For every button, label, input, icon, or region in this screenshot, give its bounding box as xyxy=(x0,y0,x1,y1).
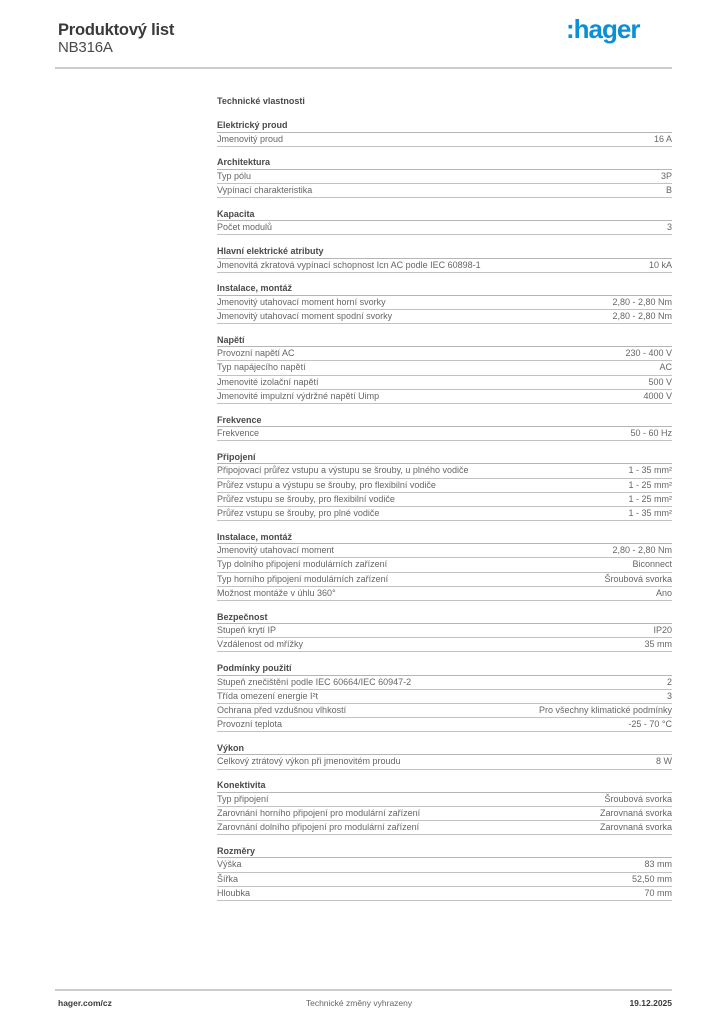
spec-section xyxy=(217,779,672,835)
spec-section xyxy=(217,662,672,732)
section-heading: Architektura xyxy=(217,156,672,170)
spec-value: Pro všechny klimatické podmínky xyxy=(538,704,672,715)
hager-logo: :hager xyxy=(566,14,640,44)
sections-container xyxy=(217,119,672,901)
section-heading: Rozměry xyxy=(217,845,672,859)
spec-row xyxy=(217,718,672,732)
section-heading: Frekvence xyxy=(217,414,672,428)
section-heading: Hlavní elektrické atributy xyxy=(217,245,672,259)
spec-section xyxy=(217,531,672,601)
spec-value: 50 - 60 Hz xyxy=(630,428,672,439)
spec-section xyxy=(217,742,672,770)
spec-value: 1 - 25 mm² xyxy=(628,493,672,504)
spec-section xyxy=(217,119,672,147)
spec-row xyxy=(217,873,672,887)
section-heading: Napětí xyxy=(217,334,672,348)
spec-label: Jmenovitý utahovací moment horní svorky xyxy=(217,296,386,307)
spec-label: Typ připojení xyxy=(217,793,269,804)
spec-label: Hloubka xyxy=(217,887,251,898)
spec-row xyxy=(217,690,672,704)
spec-value: 4000 V xyxy=(643,390,672,401)
spec-value: 3P xyxy=(660,170,672,181)
spec-value: Zarovnaná svorka xyxy=(599,807,672,818)
spec-section xyxy=(217,414,672,442)
spec-section xyxy=(217,845,672,901)
footer-divider xyxy=(55,989,672,991)
spec-value: 70 mm xyxy=(644,887,672,898)
spec-row xyxy=(217,376,672,390)
spec-label: Jmenovitý utahovací moment xyxy=(217,545,335,556)
section-heading: Instalace, montáž xyxy=(217,531,672,545)
spec-value: 10 kA xyxy=(648,259,672,270)
spec-value: 2,80 - 2,80 Nm xyxy=(612,545,672,556)
spec-row xyxy=(217,807,672,821)
section-main-title: Technické vlastnosti xyxy=(217,96,305,106)
spec-label: Počet modulů xyxy=(217,222,273,233)
spec-row xyxy=(217,821,672,835)
spec-section xyxy=(217,208,672,236)
spec-section xyxy=(217,611,672,653)
footer-website-link[interactable]: hager.com/cz xyxy=(58,998,112,1008)
spec-value: 2 xyxy=(666,676,672,687)
spec-label: Typ napájecího napětí xyxy=(217,362,306,373)
spec-value: 2,80 - 2,80 Nm xyxy=(612,311,672,321)
spec-value: IP20 xyxy=(653,625,672,636)
spec-label: Vypínací charakteristika xyxy=(217,184,313,195)
spec-value: 35 mm xyxy=(644,639,672,650)
spec-label: Jmenovitý proud xyxy=(217,133,284,144)
spec-label: Typ dolního připojení modulárních zařízení xyxy=(217,559,388,570)
spec-label: Typ horního připojení modulárních zařízení xyxy=(217,573,389,584)
spec-row xyxy=(217,887,672,901)
spec-row xyxy=(217,638,672,652)
spec-label: Zarovnání dolního připojení pro modulární zařízení xyxy=(217,822,420,833)
section-heading: Výkon xyxy=(217,742,672,756)
footer-notice: Technické změny vyhrazeny xyxy=(305,998,413,1008)
spec-label: Ochrana před vzdušnou vlhkostí xyxy=(217,704,347,715)
spec-label: Provozní napětí AC xyxy=(217,348,295,359)
spec-row xyxy=(217,573,672,587)
spec-value: B xyxy=(665,184,672,195)
spec-value: 16 A xyxy=(653,133,672,144)
section-heading: Připojení xyxy=(217,451,672,465)
spec-value: 2,80 - 2,80 Nm xyxy=(612,296,672,307)
spec-row xyxy=(217,361,672,375)
spec-row xyxy=(217,507,672,521)
spec-value: 3 xyxy=(666,222,672,233)
spec-row xyxy=(217,347,672,361)
spec-row xyxy=(217,310,672,324)
spec-value: 52,50 mm xyxy=(631,873,672,884)
spec-label: Připojovací průřez vstupu a výstupu se šrouby, u plného vodiče xyxy=(217,465,469,476)
spec-value: AC xyxy=(659,362,672,373)
spec-label: Jmenovité izolační napětí xyxy=(217,376,319,387)
document-title: Produktový list xyxy=(58,21,175,39)
spec-row xyxy=(217,170,672,184)
spec-section xyxy=(217,334,672,404)
spec-row xyxy=(217,479,672,493)
spec-label: Třída omezení energie I²t xyxy=(217,690,319,701)
spec-value: Šroubová svorka xyxy=(604,573,672,584)
spec-row xyxy=(217,858,672,872)
spec-label: Provozní teplota xyxy=(217,719,283,730)
spec-label: Jmenovitá zkratová vypínací schopnost Icn AC podle IEC 60898-1 xyxy=(217,259,481,270)
spec-value: Biconnect xyxy=(632,559,672,570)
section-heading: Podmínky použití xyxy=(217,662,672,676)
section-heading: Kapacita xyxy=(217,208,672,222)
spec-section xyxy=(217,245,672,273)
spec-value: 230 - 400 V xyxy=(625,348,672,359)
spec-label: Průřez vstupu se šrouby, pro flexibilní vodiče xyxy=(217,493,395,504)
footer-date: 19.12.2025 xyxy=(629,998,672,1008)
spec-row xyxy=(217,493,672,507)
spec-label: Celkový ztrátový výkon při jmenovitém proudu xyxy=(217,756,401,767)
spec-value: 1 - 35 mm² xyxy=(628,465,672,476)
spec-value: 1 - 25 mm² xyxy=(628,479,672,490)
spec-value: 83 mm xyxy=(644,859,672,870)
spec-row xyxy=(217,390,672,404)
section-heading: Konektivita xyxy=(217,779,672,793)
header-divider xyxy=(55,67,672,69)
spec-section xyxy=(217,156,672,198)
spec-value: 500 V xyxy=(648,376,672,387)
spec-section xyxy=(217,451,672,521)
spec-row xyxy=(217,676,672,690)
spec-row xyxy=(217,587,672,601)
spec-value: 1 - 35 mm² xyxy=(628,507,672,518)
spec-row xyxy=(217,793,672,807)
spec-row xyxy=(217,296,672,310)
spec-value: 3 xyxy=(666,690,672,701)
spec-value: 8 W xyxy=(655,756,672,767)
spec-label: Průřez vstupu a výstupu se šrouby, pro flexibilní vodiče xyxy=(217,479,436,490)
spec-value: Šroubová svorka xyxy=(604,793,672,804)
spec-row xyxy=(217,544,672,558)
spec-value: -25 - 70 °C xyxy=(628,719,672,730)
spec-row xyxy=(217,259,672,273)
spec-row xyxy=(217,624,672,638)
product-code: NB316A xyxy=(58,39,113,56)
spec-row xyxy=(217,221,672,235)
section-heading: Bezpečnost xyxy=(217,611,672,625)
spec-label: Vzdálenost od mřížky xyxy=(217,639,304,650)
spec-label: Jmenovité impulzní výdržné napětí Uimp xyxy=(217,390,380,401)
spec-label: Výška xyxy=(217,859,242,870)
spec-row xyxy=(217,133,672,147)
section-heading: Elektrický proud xyxy=(217,119,672,133)
spec-row xyxy=(217,558,672,572)
spec-label: Jmenovitý utahovací moment spodní svorky xyxy=(217,311,393,321)
spec-label: Šířka xyxy=(217,873,239,884)
spec-label: Zarovnání horního připojení pro modulární zařízení xyxy=(217,807,421,818)
spec-label: Frekvence xyxy=(217,428,260,439)
spec-label: Možnost montáže v úhlu 360° xyxy=(217,587,336,598)
spec-row xyxy=(217,755,672,769)
spec-row xyxy=(217,184,672,198)
spec-value: Zarovnaná svorka xyxy=(599,822,672,833)
spec-label: Průřez vstupu se šrouby, pro plné vodiče xyxy=(217,507,380,518)
spec-label: Stupeň krytí IP xyxy=(217,625,277,636)
spec-row xyxy=(217,427,672,441)
spec-label: Typ pólu xyxy=(217,170,252,181)
technical-properties-table xyxy=(217,94,672,911)
spec-row xyxy=(217,464,672,478)
section-heading: Instalace, montáž xyxy=(217,282,672,296)
spec-label: Stupeň znečištění podle IEC 60664/IEC 60947-2 xyxy=(217,676,412,687)
spec-section xyxy=(217,282,672,324)
spec-row xyxy=(217,704,672,718)
spec-value: Ano xyxy=(655,587,672,598)
